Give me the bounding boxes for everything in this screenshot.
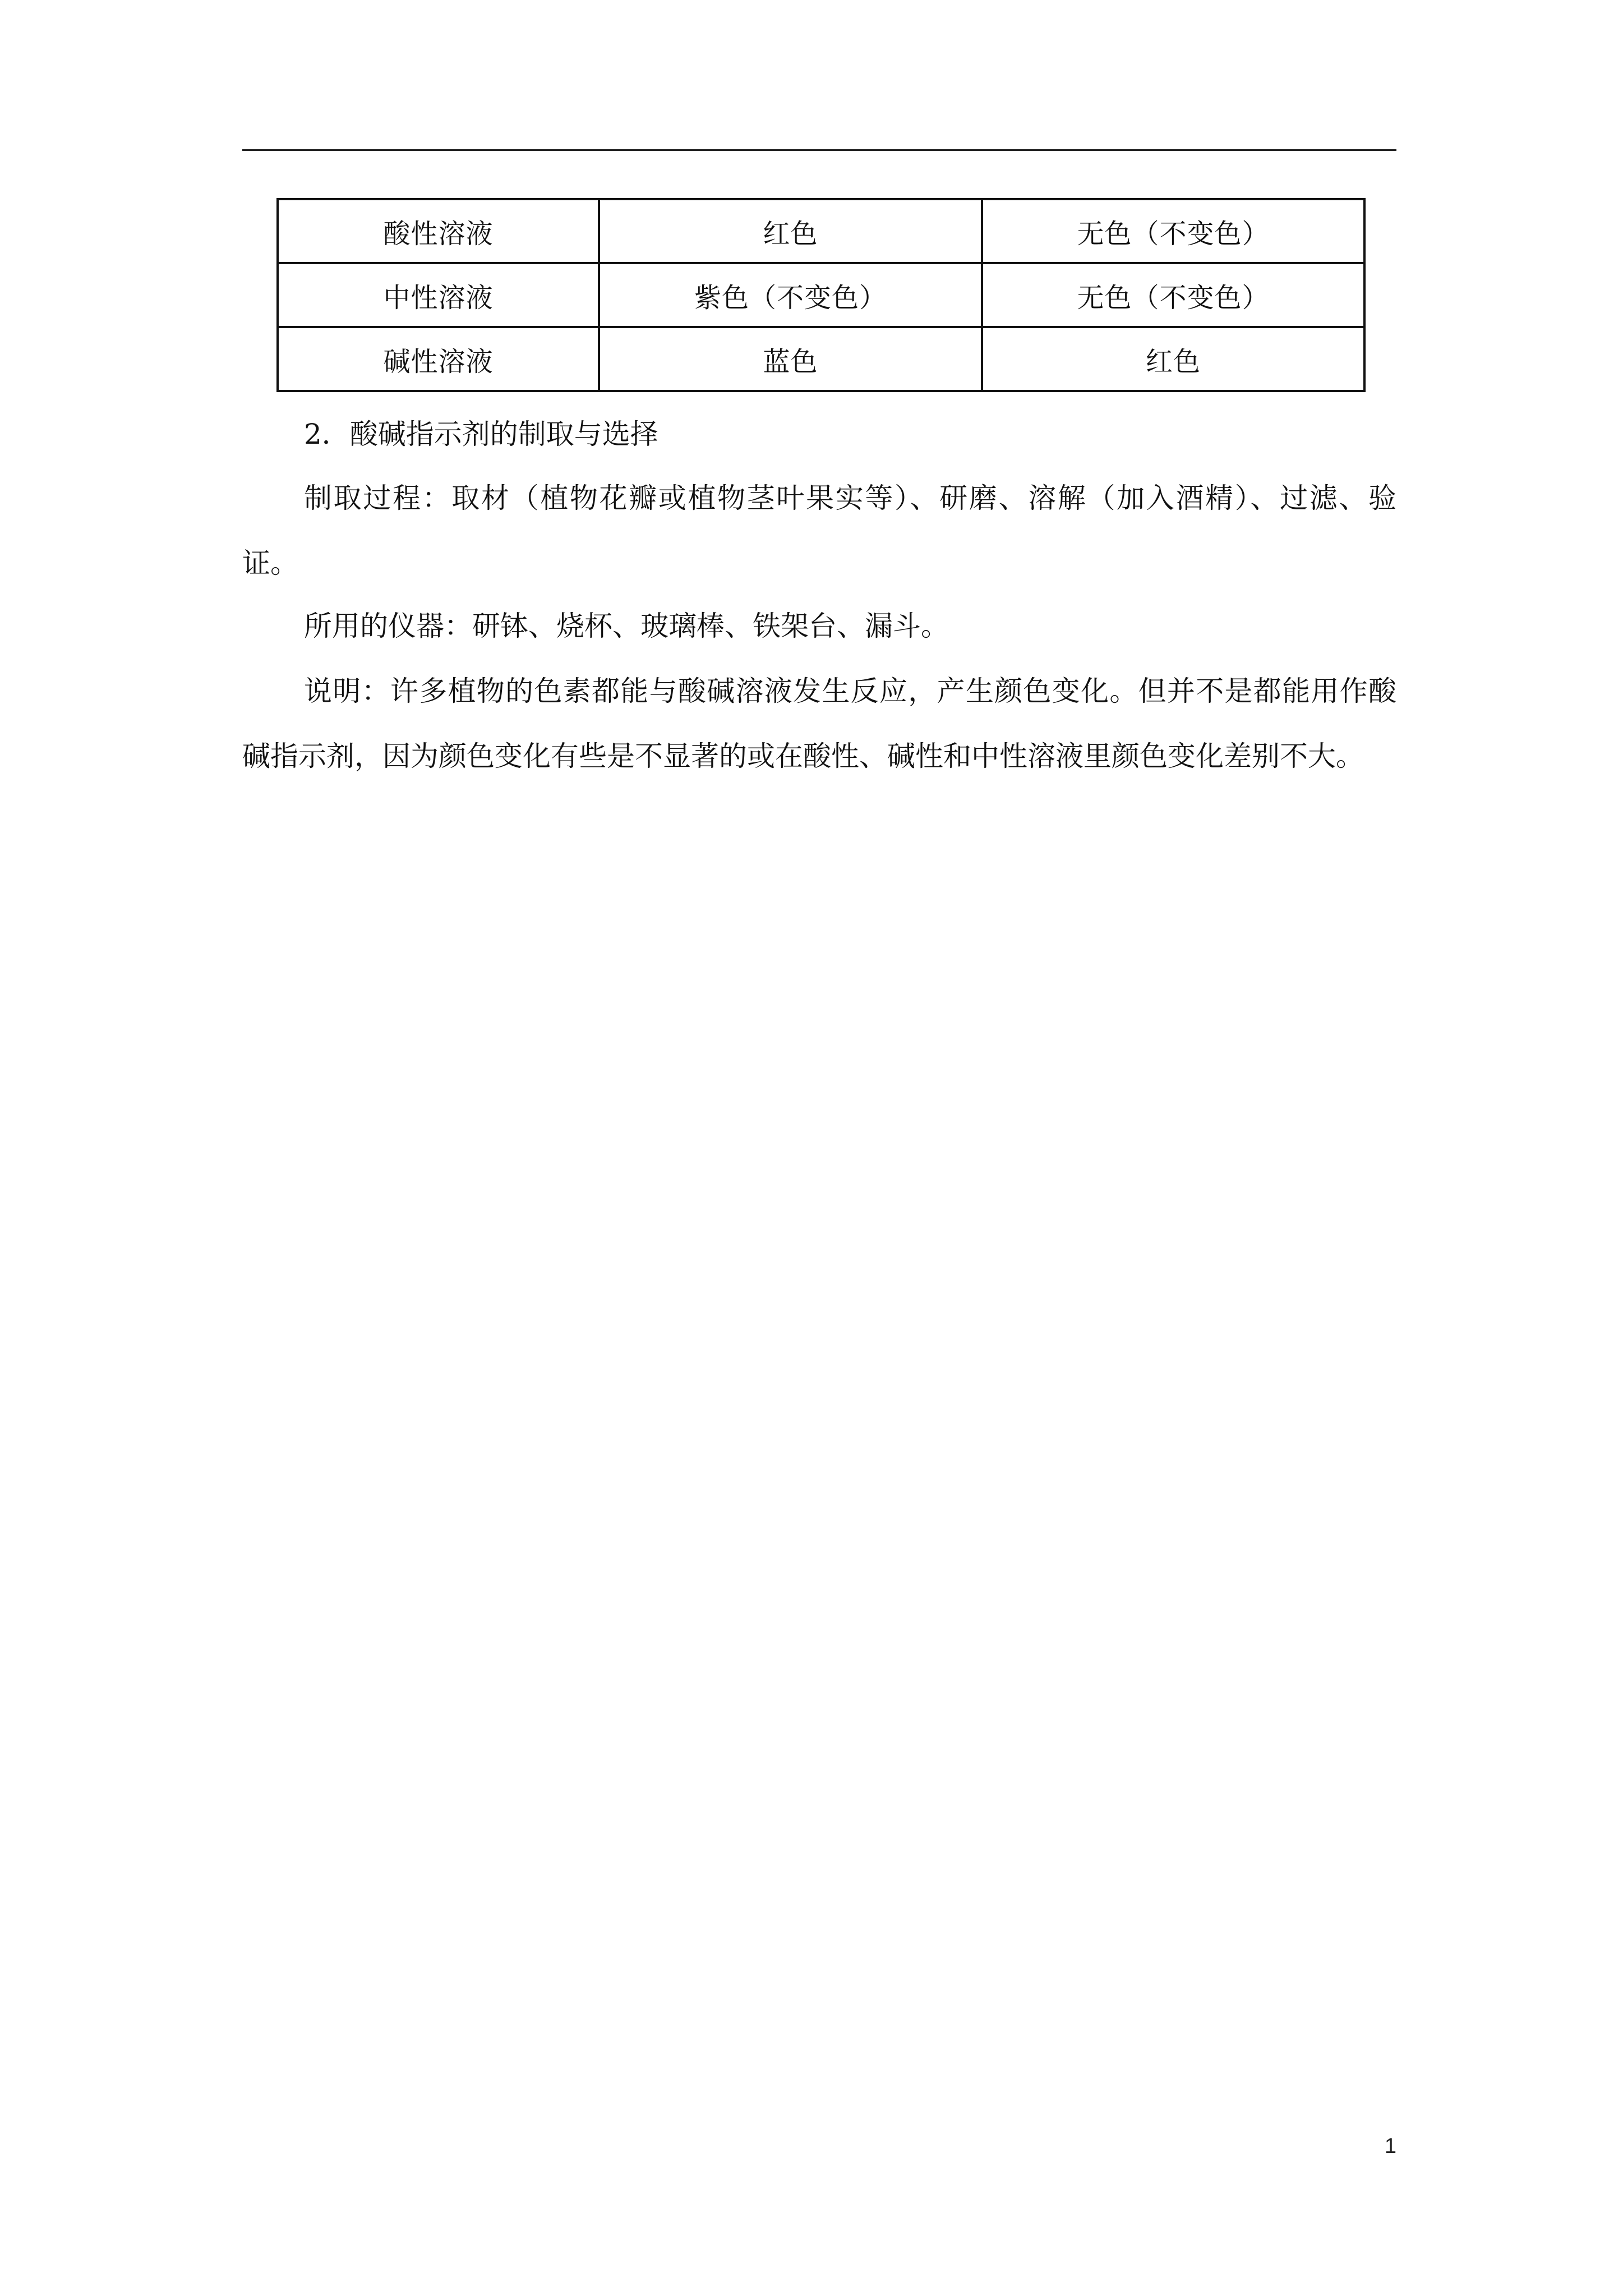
page-number: 1	[1384, 2134, 1396, 2158]
solution-cell: 中性溶液	[278, 263, 599, 327]
header-rule	[242, 149, 1396, 151]
table-row	[278, 327, 1364, 391]
note-paragraph: 说明：许多植物的色素都能与酸碱溶液发生反应，产生颜色变化。但并不是都能用作酸碱指示剂，因为颜色变化有些是不显著的或在酸性、碱性和中性溶液里颜色变化差别不大。	[242, 675, 1396, 772]
litmus-color-cell: 蓝色	[599, 327, 982, 391]
solution-cell: 碱性溶液	[278, 327, 599, 391]
instruments-paragraph: 所用的仪器：研钵、烧杯、玻璃棒、铁架台、漏斗。	[304, 610, 949, 642]
litmus-color-cell: 紫色（不变色）	[599, 263, 982, 327]
indicator-color-table	[276, 198, 1366, 392]
phenolphthalein-color-cell: 无色（不变色）	[982, 263, 1364, 327]
table-row	[278, 199, 1364, 263]
section-heading: 2．酸碱指示剂的制取与选择	[304, 418, 658, 450]
solution-cell: 酸性溶液	[278, 199, 599, 263]
litmus-color-cell: 红色	[599, 199, 982, 263]
process-paragraph: 制取过程：取材（植物花瓣或植物茎叶果实等）、研磨、溶解（加入酒精）、过滤、验证。	[242, 482, 1396, 579]
phenolphthalein-color-cell: 红色	[982, 327, 1364, 391]
table-row	[278, 263, 1364, 327]
phenolphthalein-color-cell: 无色（不变色）	[982, 199, 1364, 263]
